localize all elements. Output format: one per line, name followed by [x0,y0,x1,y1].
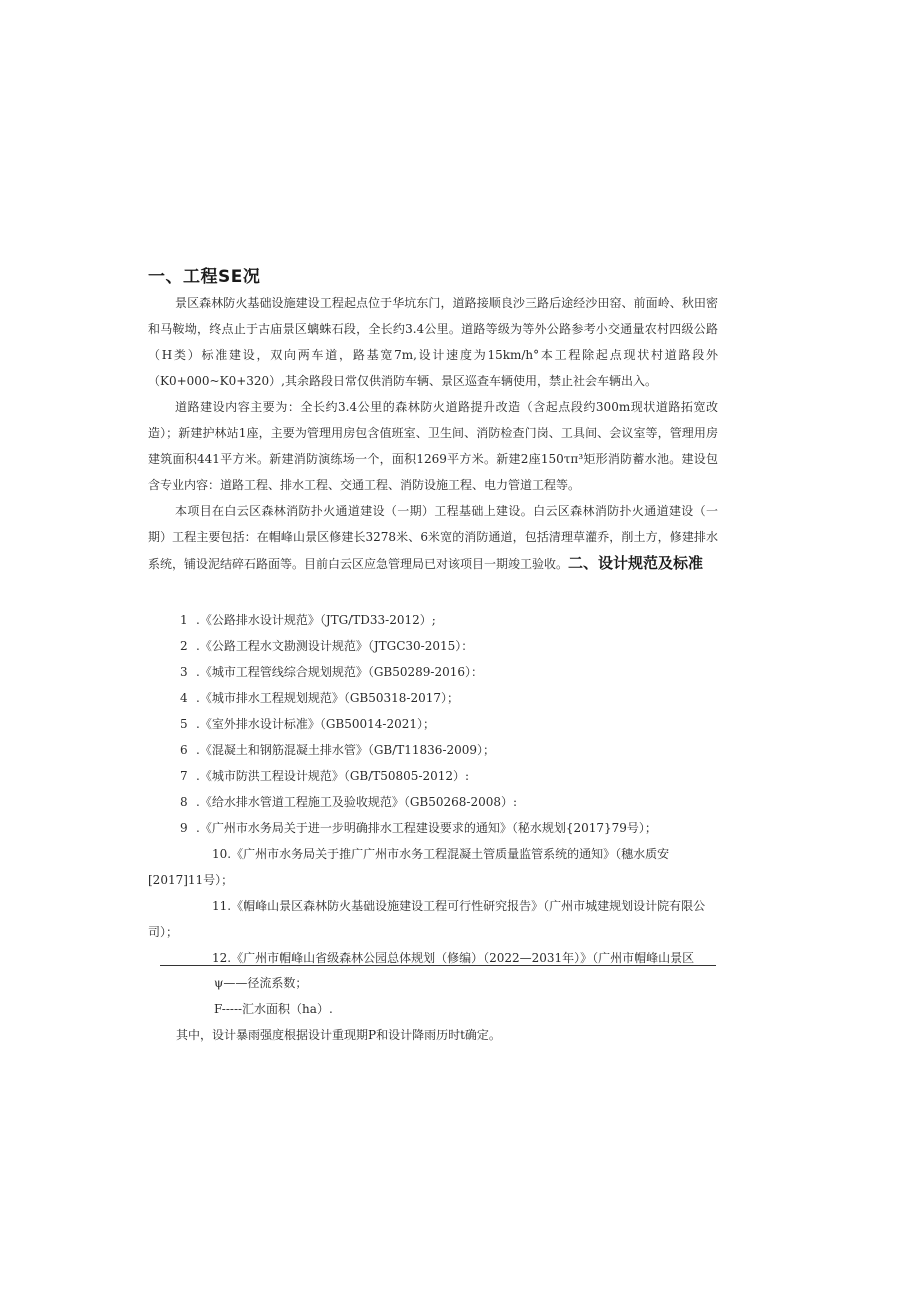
reference-item-8 [148,789,718,815]
reference-text: .《公路工程水文勘测设计规范》（JTGC30-2015）： [196,639,474,653]
section-2-heading: 二、设计规范及标准 [568,554,704,572]
reference-text: .《帽峰山景区森林防火基础设施建设工程可行性研究报告》（广州市城建规划设计院有限公司）； [148,899,706,939]
reference-item-4 [148,685,718,711]
variable-f-definition: F-----汇水面积（ha）. [214,1002,333,1016]
section-1-paragraph-1: 景区森林防火基础设施建设工程起点位于华坑东门，道路接顺良沙三路后途经沙田窑、前面岭、秋田密和马鞍坳，终点止于古庙景区螭蛛石段，全长约3.4公里。道路等级为等外公路参考小交通量农村四级公路（H类）标准建设，双向两车道，路基宽7m,设计速度为15km/h°本工程除起点现状村道路段外（K0+000~K0+320）,其余路段日常仅供消防车辆、景区巡查车辆使用，禁止社会车辆出入。 [148,296,718,388]
variable-psi-definition: ψ——径流系数； [214,976,308,990]
reference-item-5 [148,711,718,737]
reference-item-7 [148,763,718,789]
reference-text: .《公路排水设计规范》（JTG/TD33-2012）; [196,613,436,627]
reference-text: .《广州市水务局关于推广广州市水务工程混凝土管质量监管系统的通知》（穗水质安[2017]11号）； [148,847,670,887]
reference-text: .《广州市帽峰山省级森林公园总体规划（修编）（2022—2031年）》（广州市帽峰山景区 [227,951,695,965]
section-1-paragraph-3 [148,498,718,577]
rainfall-intensity-note: 其中，设计暴雨强度根据设计重现期P和设计降雨历时t确定。 [176,1028,501,1042]
reference-number: 12 [212,951,228,965]
reference-number: 8 [180,795,188,809]
reference-number: 5 [180,717,188,731]
reference-item-12 [148,945,718,971]
reference-text: .《广州市水务局关于进一步明确排水工程建设要求的通知》（秘水规划{2017}79号）； [196,821,657,835]
reference-number: 6 [180,743,188,757]
reference-number: 9 [180,821,188,835]
reference-number: 1 [180,613,188,627]
reference-text: .《混凝土和钢筋混凝土排水管》（GB/T11836-2009）； [196,743,496,757]
section-1-paragraph-3-text: 本项目在白云区森林消防扑火通道建设（一期）工程基础上建设。白云区森林消防扑火通道建设（一期）工程主要包括：在帽峰山景区修建长3278米、6米宽的消防通道，包括清理草灌乔，削土方，修建排水系统，铺设泥结碎石路面等。目前白云区应急管理局已对该项目一期竣工验收。 [148,504,718,571]
reference-text: .《给水排水管道工程施工及验收规范》（GB50268-2008）: [196,795,518,809]
reference-item-1 [148,607,718,633]
reference-number: 7 [180,769,188,783]
reference-text: .《城市排水工程规划规范》（GB50318-2017）； [196,691,459,705]
reference-item-3 [148,659,718,685]
reference-item-9 [148,815,718,841]
reference-number: 4 [180,691,188,705]
reference-text: .《室外排水设计标准》（GB50014-2021）； [196,717,435,731]
reference-item-2 [148,633,718,659]
reference-list [148,607,718,971]
reference-number: 10 [212,847,228,861]
section-1-heading: 一、工程SE况 [148,267,261,287]
reference-number: 11 [212,899,228,913]
reference-number: 2 [180,639,188,653]
reference-item-11 [148,893,718,945]
reference-text: .《城市防洪工程设计规范》（GB/T50805-2012）: [196,769,470,783]
reference-item-10 [148,841,718,893]
section-1-paragraph-2: 道路建设内容主要为：全长约3.4公里的森林防火道路提升改造（含起点段约300m现状道路拓宽改造）；新建护林站1座，主要为管理用房包含值班室、卫生间、消防检查门岗、工具间、会议室等，管理用房建筑面积441平方米。新建消防演练场一个，面积1269平方米。新建2座150τπ³矩形消防蓄水池。建设包含专业内容：道路工程、排水工程、交通工程、消防设施工程、电力管道工程等。 [148,400,718,492]
divider-line [160,965,716,966]
reference-number: 3 [180,665,188,679]
reference-text: .《城市工程管线综合规划规范》（GB50289-2016）： [196,665,483,679]
reference-item-6 [148,737,718,763]
